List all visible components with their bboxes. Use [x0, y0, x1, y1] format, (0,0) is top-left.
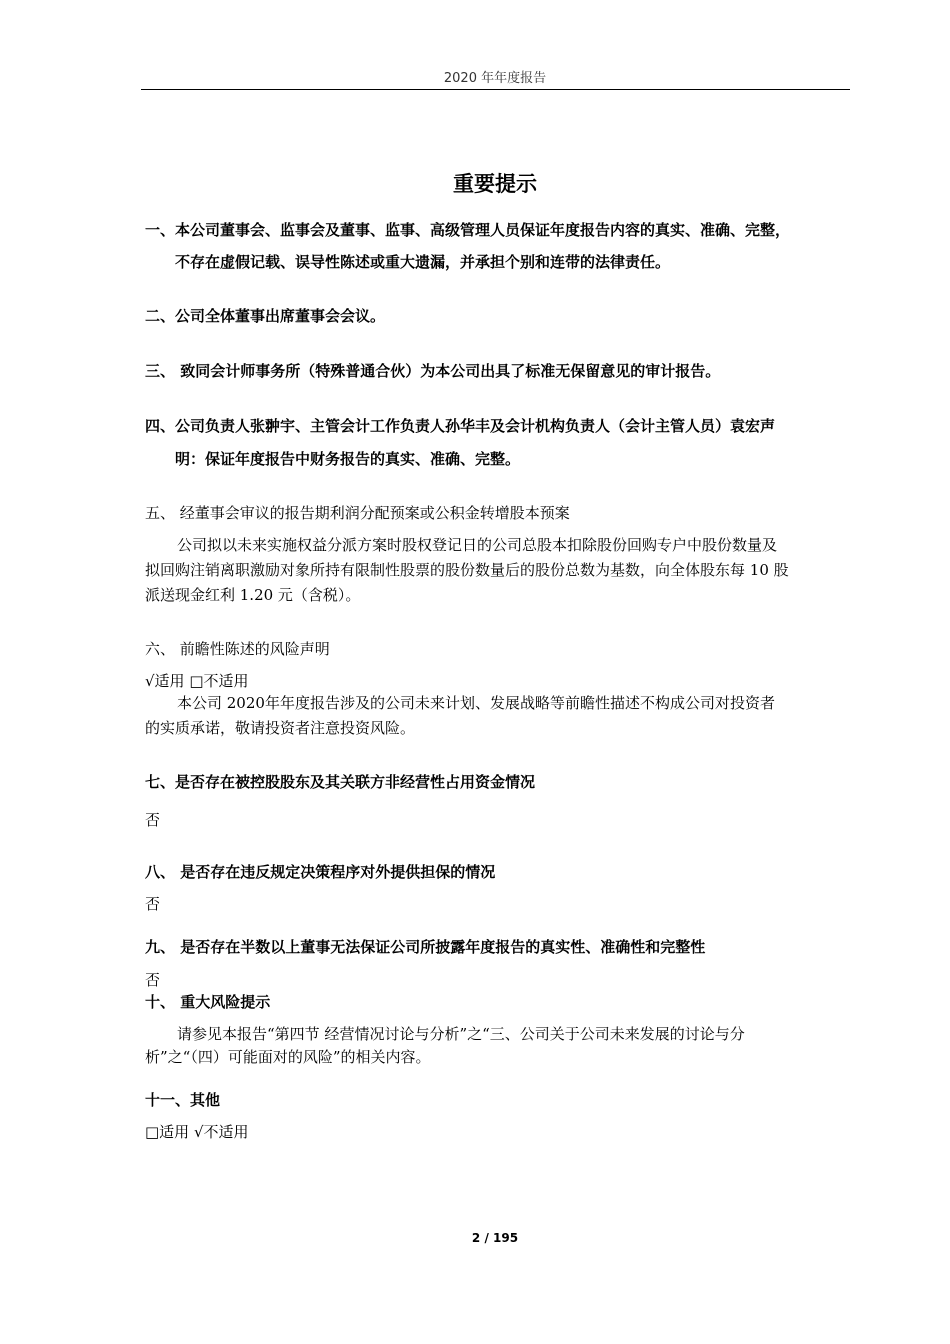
item-9-heading: 九、 是否存在半数以上董事无法保证公司所披露年度报告的真实性、准确性和完整性 [145, 938, 706, 956]
item-7-heading: 七、是否存在被控股股东及其关联方非经营性占用资金情况 [145, 773, 536, 791]
item-8-heading: 八、 是否存在违反规定决策程序对外提供担保的情况 [145, 863, 496, 881]
item-8-answer: 否 [145, 895, 161, 913]
header-rule [141, 89, 850, 90]
item-1-line-2: 不存在虚假记载、误导性陈述或重大遗漏，并承担个别和连带的法律责任。 [175, 253, 671, 271]
item-6-line-1: 本公司 2020年年度报告涉及的公司未来计划、发展战略等前瞻性描述不构成公司对投资者 [177, 694, 775, 712]
item-4-line-1: 四、公司负责人张翀宇、主管会计工作负责人孙华丰及会计机构负责人（会计主管人员）袁宏声 [145, 417, 776, 435]
item-4-line-2: 明：保证年度报告中财务报告的真实、准确、完整。 [175, 450, 521, 468]
item-5-heading: 五、 经董事会审议的报告期利润分配预案或公积金转增股本预案 [145, 504, 570, 522]
item-6-line-2: 的实质承诺，敬请投资者注意投资风险。 [145, 719, 416, 737]
page-number: 2 / 195 [471, 1231, 519, 1245]
item-5-line-2: 拟回购注销离职激励对象所持有限制性股票的股份数量后的股份总数为基数，向全体股东每 10 股 [145, 561, 789, 579]
item-5-line-3: 派送现金红利 1.20 元（含税）。 [145, 586, 361, 604]
item-9-answer: 否 [145, 971, 161, 989]
item-2: 二、公司全体董事出席董事会会议。 [145, 307, 386, 325]
item-11-heading: 十一、其他 [145, 1091, 221, 1109]
item-1-line-1: 一、本公司董事会、监事会及董事、监事、高级管理人员保证年度报告内容的真实、准确、完整， [145, 221, 791, 239]
running-header: 2020 年年度报告 [443, 71, 547, 86]
item-6-applicability: √适用 □不适用 [145, 672, 249, 690]
item-6-heading: 六、 前瞻性陈述的风险声明 [145, 640, 330, 658]
item-10-heading: 十、 重大风险提示 [145, 993, 271, 1011]
page-title: 重要提示 [453, 172, 537, 196]
item-5-line-1: 公司拟以未来实施权益分派方案时股权登记日的公司总股本扣除股份回购专户中股份数量及 [177, 536, 778, 554]
item-10-line-1: 请参见本报告“第四节 经营情况讨论与分析”之“三、公司关于公司未来发展的讨论与分 [177, 1025, 745, 1043]
item-11-applicability: □适用 √不适用 [145, 1123, 249, 1141]
item-3: 三、 致同会计师事务所（特殊普通合伙）为本公司出具了标准无保留意见的审计报告。 [145, 362, 721, 380]
item-10-line-2: 析”之“（四）可能面对的风险”的相关内容。 [145, 1048, 431, 1066]
item-7-answer: 否 [145, 811, 161, 829]
